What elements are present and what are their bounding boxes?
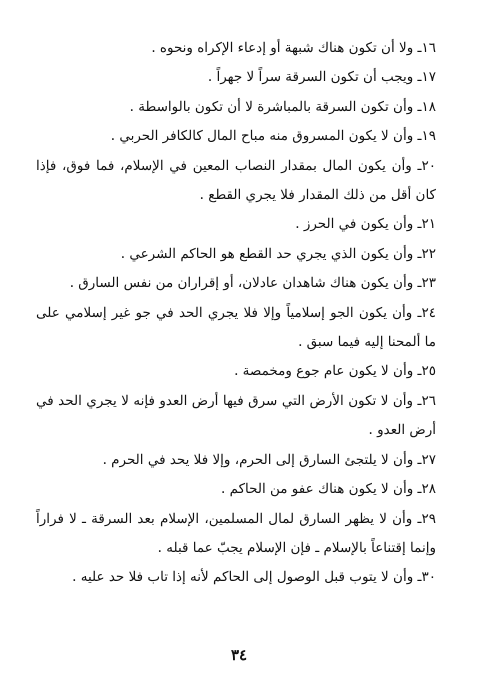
list-item: ١٧ـ ويجب أن تكون السرقة سراً لا جهراً . xyxy=(207,69,436,86)
list-item: ٢٣ـ وأن يكون هناك شاهدان عادلان، أو إقراران من نفس السارق . xyxy=(69,275,436,292)
list-item: ٢٩ـ وأن لا يظهر السارق لمال المسلمين، الإسلام بعد السرقة ـ لا فراراً وإنما إقتناعاً بالإسلام ـ فإن الإسلام يجبّ عما قبله . xyxy=(36,510,436,556)
list-item: ٢٧ـ وأن لا يلتجئ السارق إلى الحرم، وإلا فلا يحد في الحرم . xyxy=(102,451,436,468)
list-item: ٢٤ـ وأن يكون الجو إسلامياً وإلا فلا يجري الحد في جو غير إسلامي على ما ألمحنا إليه فيما سبق . xyxy=(36,304,436,351)
list-item: ١٦ـ ولا أن تكون هناك شبهة أو إدعاء الإكراه ونحوه . xyxy=(151,40,436,56)
conditions-list xyxy=(36,34,442,593)
page-number: ٣٤ xyxy=(230,646,248,664)
list-item: ١٩ـ وأن لا يكون المسروق منه مباح المال كالكافر الحربي . xyxy=(110,128,436,145)
list-item: ٢٢ـ وأن يكون الذي يجري حد القطع هو الحاكم الشرعي . xyxy=(120,245,436,262)
list-item: ١٨ـ وأن تكون السرقة بالمباشرة لا أن تكون بالواسطة . xyxy=(129,98,436,115)
list-item: ٢٠ـ وأن يكون المال بمقدار النصاب المعين في الإسلام، فما فوق، فإذا كان أقل من ذلك المقدار فلا يجري القطع . xyxy=(36,157,436,204)
list-item: ٢١ـ وأن يكون في الحرز . xyxy=(295,216,436,233)
list-item: ٢٥ـ وأن لا يكون عام جوع ومخمصة . xyxy=(234,363,436,380)
list-item: ٢٨ـ وأن لا يكون هناك عفو من الحاكم . xyxy=(221,481,436,498)
list-item: ٢٦ـ وأن لا تكون الأرض التي سرق فيها أرض العدو فإنه لا يجري الحد في أرض العدو . xyxy=(36,392,436,439)
list-item: ٣٠ـ وأن لا يتوب قبل الوصول إلى الحاكم لأنه إذا تاب فلا حد عليه . xyxy=(72,569,436,586)
